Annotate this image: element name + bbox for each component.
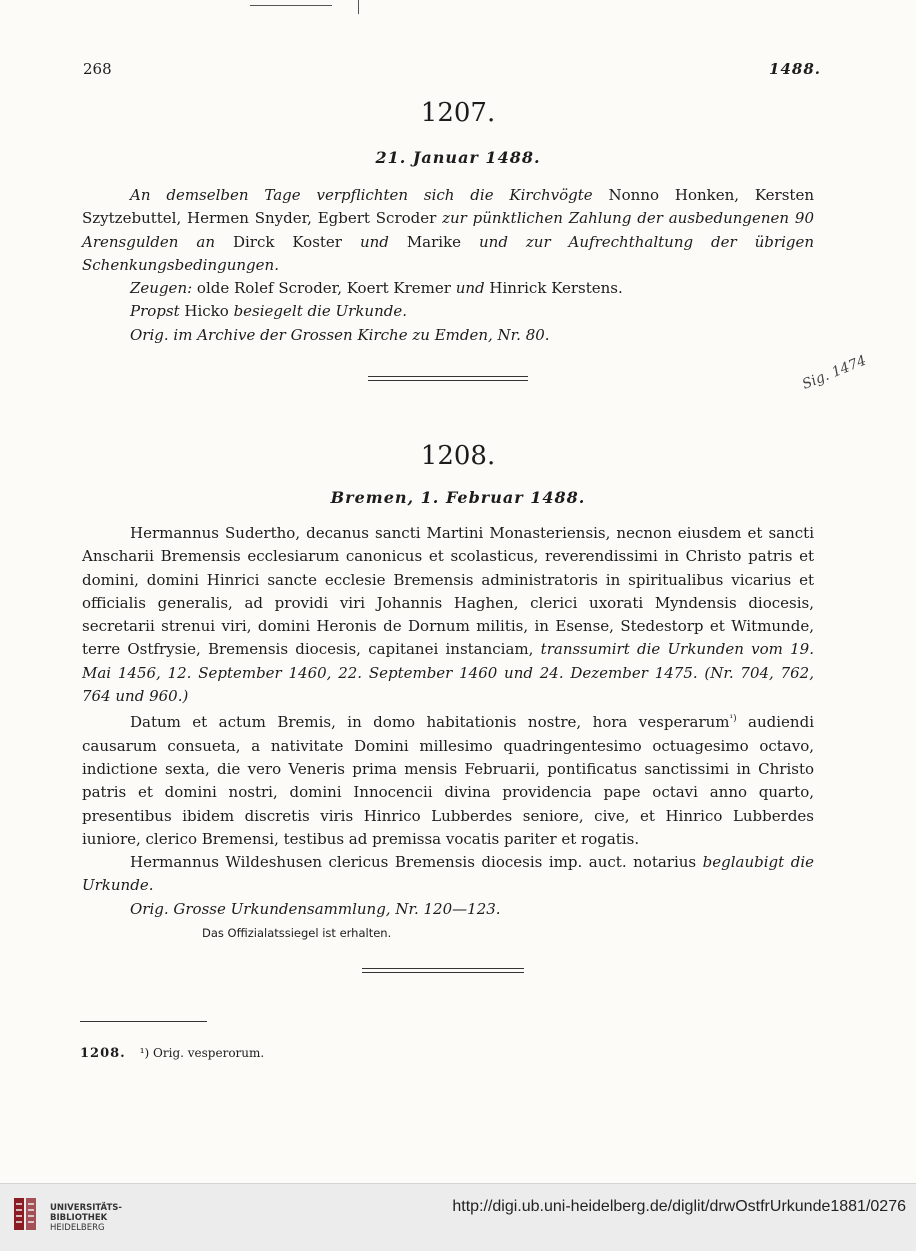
section-divider bbox=[368, 380, 528, 381]
document-body-1207 bbox=[82, 184, 814, 347]
handwritten-margin-note: Sig. 1474 bbox=[800, 352, 869, 393]
footnote-ref: 1208. bbox=[80, 1046, 126, 1061]
footnote bbox=[80, 1046, 264, 1061]
library-logo-text: UNIVERSITÄTS- BIBLIOTHEK HEIDELBERG bbox=[50, 1203, 122, 1233]
library-footer-bar bbox=[0, 1183, 916, 1251]
section-divider bbox=[368, 376, 528, 377]
footnote-text: Orig. vesperorum. bbox=[149, 1046, 265, 1060]
source-paragraph: Orig. Grosse Urkundensammlung, Nr. 120—123. bbox=[130, 899, 501, 918]
notary-paragraph: Hermannus Wildeshusen clericus Bremensis diocesis imp. auct. notarius beglaubigt die Urkunde. bbox=[82, 853, 814, 895]
footnote-separator bbox=[80, 1021, 207, 1022]
section-divider bbox=[362, 972, 524, 973]
datum-paragraph: Datum et actum Bremis, in domo habitationis nostre, hora vesperarum$^{^1)}$ audiendi causarum consueta, a nativitate Domini millesimo quadringentesimo octuagesimo octavo, indictione sexta, die vero Veneris prima mensis Februarii, pontificatus sanctissimi in Christo patris et domini nostri, domini Innocencii divina providencia pape octavi anno quarto, presentibus ibidem discretis viris Hinrico Lubberdes seniore, cive, et Hinrico Lubberdes iuniore, clerico Bremensi, testibus ad premissa vocatis pariter et rogatis. bbox=[82, 713, 814, 848]
document-body-1208 bbox=[82, 522, 814, 945]
page-number: 268 bbox=[83, 60, 112, 78]
scan-artifact-line bbox=[250, 5, 332, 6]
witnesses-paragraph: Zeugen: olde Rolef Scroder, Koert Kremer und Hinrick Kerstens. bbox=[130, 279, 623, 298]
document-number-1207: 1207. bbox=[420, 98, 496, 128]
seal-paragraph: Propst Hicko besiegelt die Urkunde. bbox=[130, 302, 407, 321]
permalink-url[interactable]: http://digi.ub.uni-heidelberg.de/diglit/drwOstfrUrkunde1881/0276 bbox=[452, 1198, 906, 1215]
footnote-mark: ¹) bbox=[139, 1046, 150, 1060]
scan-artifact-mark bbox=[358, 0, 359, 14]
library-logo-icon bbox=[12, 1194, 44, 1234]
intro-paragraph: Hermannus Sudertho, decanus sancti Martini Monasteriensis, necnon eiusdem et sancti Anscharii Bremensis ecclesiarum canonicus et scolasticus, reverendissimi in Christo patris et domini, domini Hinrici sancte ecclesie Bremensis administratoris in spiritualibus vicarius et officialis generalis, ad providi viri Johannis Haghen, clerici uxorati Myndensis diocesis, secretarii strenui viri, domini Heronis de Dornum militis, in Esense, Stedestorp et Witmunde, terre Ostfrysie, Bremensis diocesis, capitanei instanciam, transsumirt die Urkunden vom 19. Mai 1456, 12. September 1460, 22. September 1460 und 24. Dezember 1475. (Nr. 704, 762, 764 und 960.) bbox=[82, 524, 814, 706]
document-number-1208: 1208. bbox=[420, 441, 496, 471]
summary-paragraph: An demselben Tage verpflichten sich die Kirchvögte Nonno Honken, Kersten Szytzebuttel, Hermen Snyder, Egbert Scroder zur pünktlichen Zahlung der ausbedungenen 90 Arensgulden an Dirck Koster und Marike und zur Aufrechthaltung der übrigen Schenkungsbedingungen. bbox=[82, 186, 815, 274]
document-date-1208: Bremen, 1. Februar 1488. bbox=[330, 488, 586, 507]
source-paragraph: Orig. im Archive der Grossen Kirche zu Emden, Nr. 80. bbox=[130, 325, 550, 344]
seal-note: Das Offizialatssiegel ist erhalten. bbox=[202, 926, 392, 941]
running-year: 1488. bbox=[769, 60, 821, 78]
section-divider bbox=[362, 968, 524, 969]
footnote-marker: ¹) bbox=[729, 714, 737, 725]
document-date-1207: 21. Januar 1488. bbox=[375, 148, 541, 167]
